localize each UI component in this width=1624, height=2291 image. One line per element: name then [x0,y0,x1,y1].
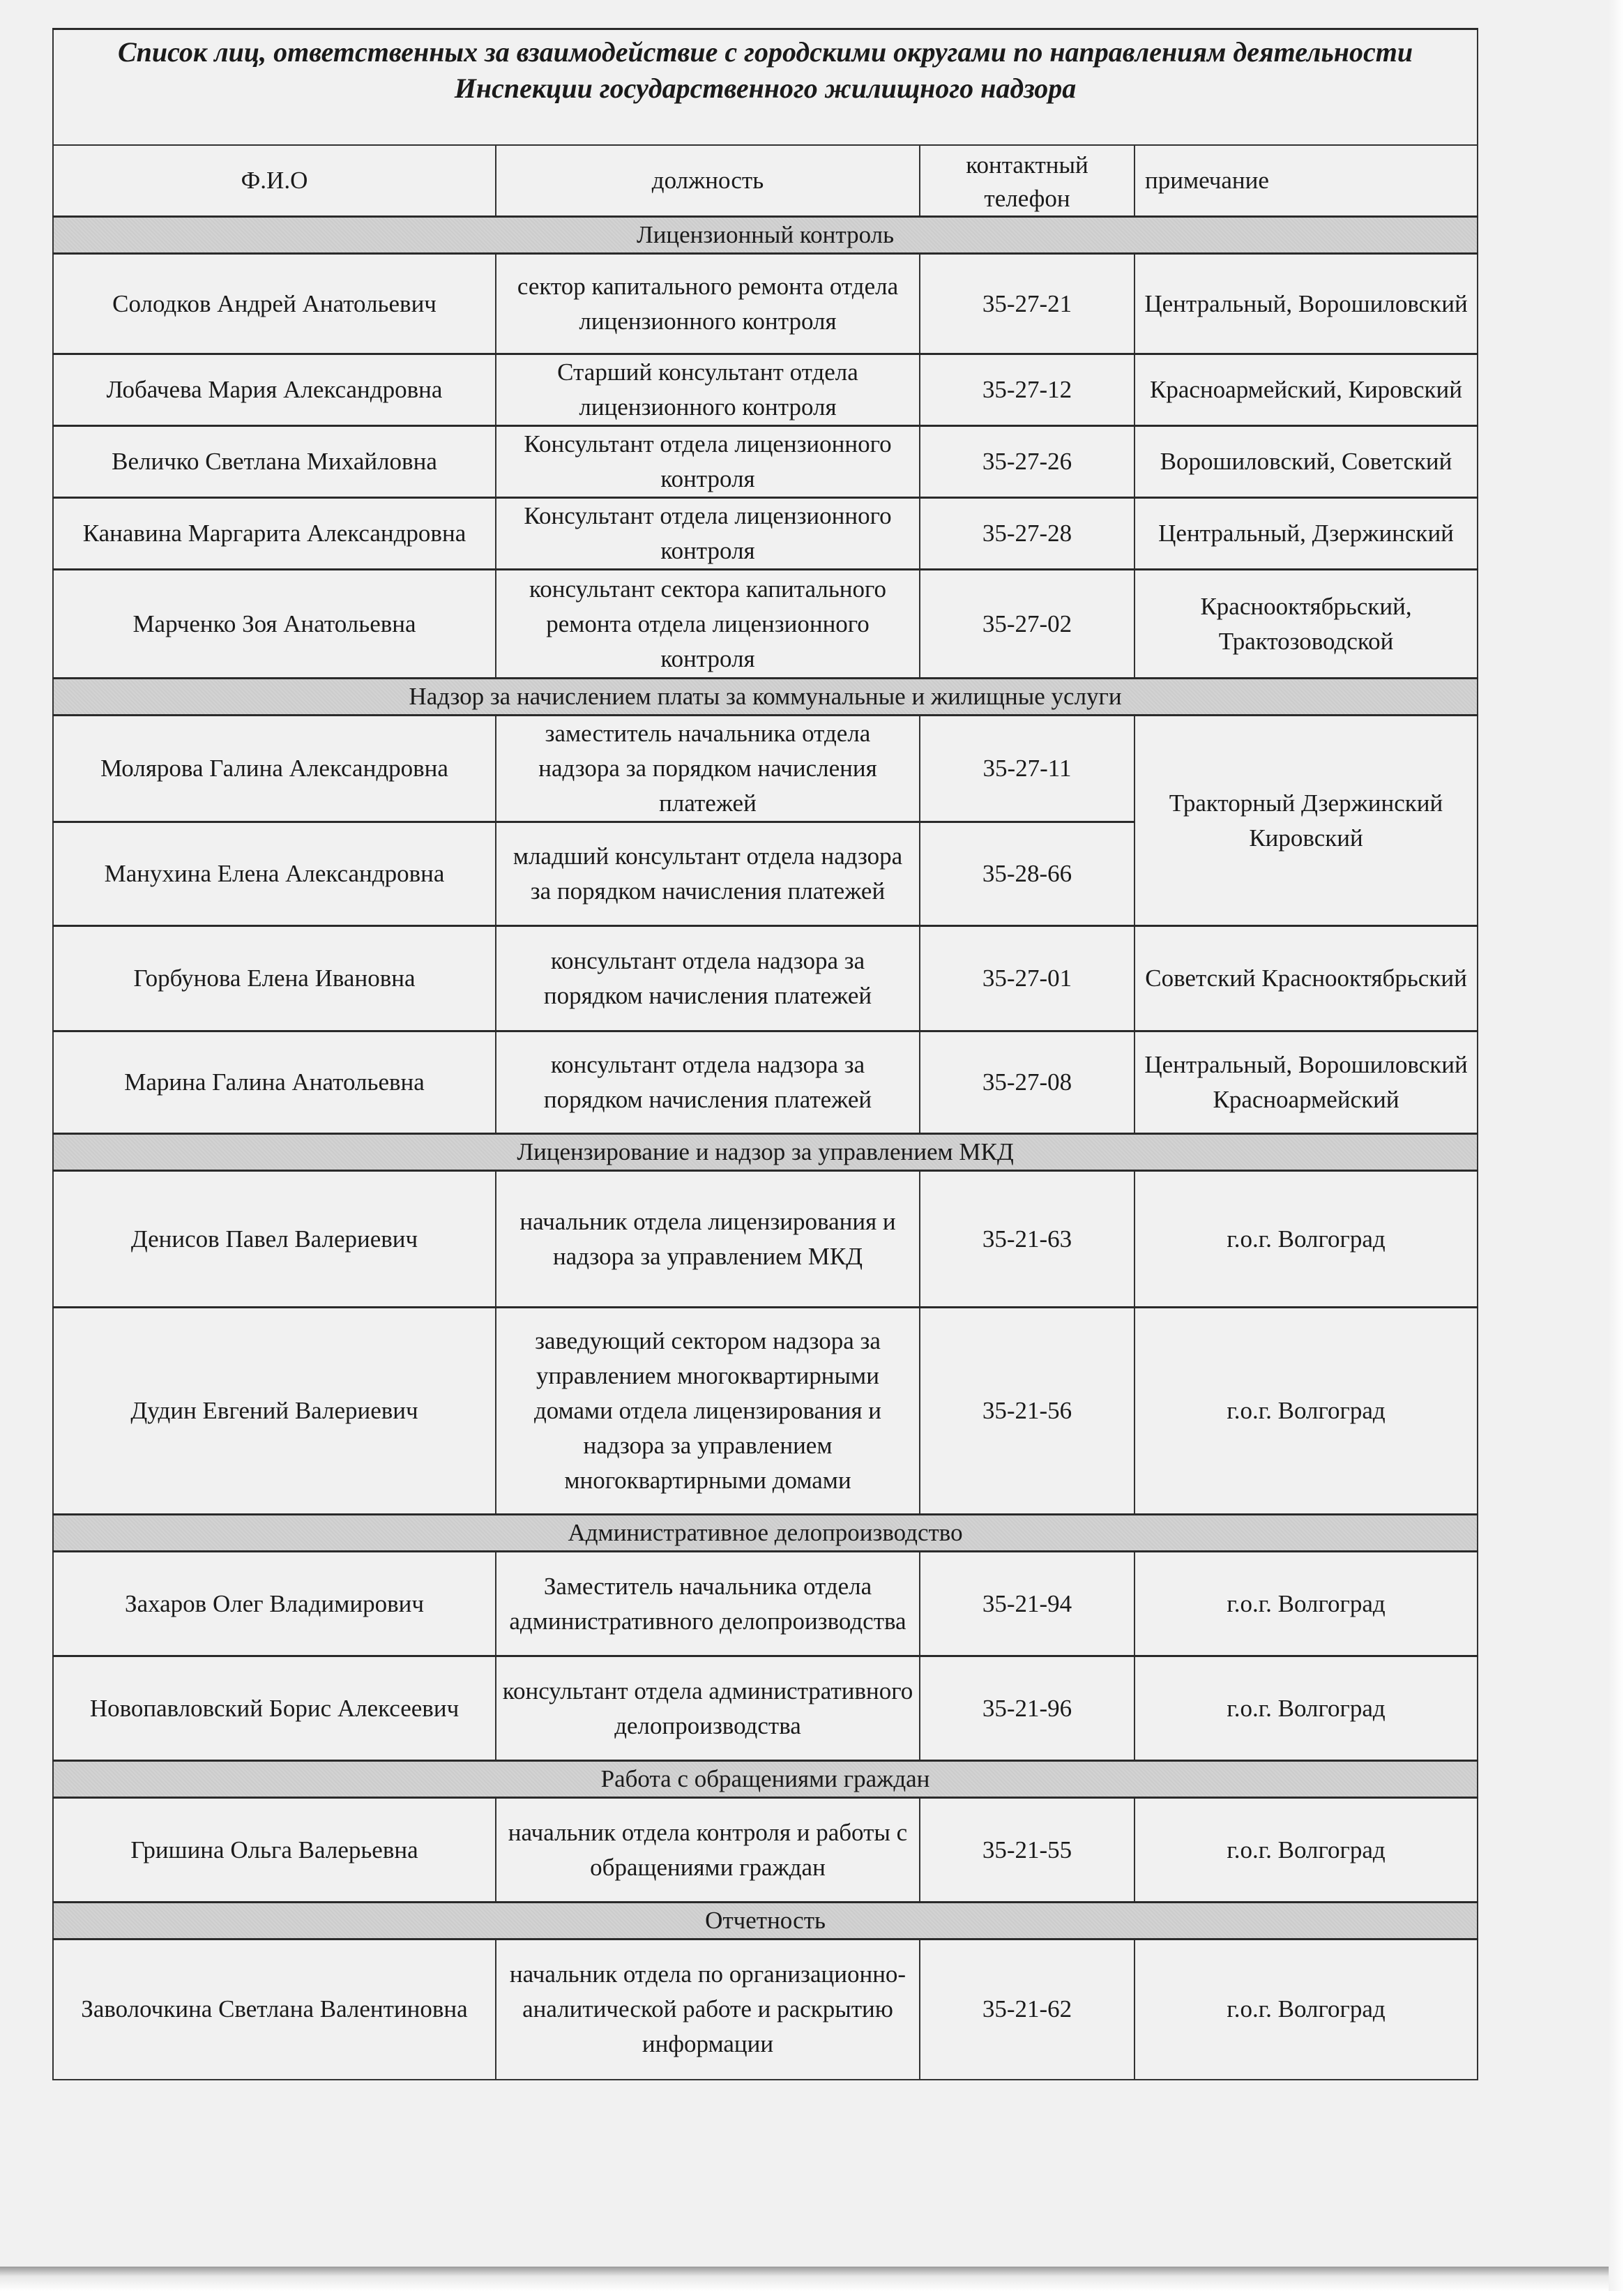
person-phone: 35-27-08 [920,1031,1134,1134]
person-phone: 35-21-62 [920,1940,1134,2080]
person-position: Консультант отдела лицензионного контроля [496,498,920,570]
person-position: консультант отдела надзора за порядком начисления платежей [496,926,920,1031]
person-name: Гришина Ольга Валерьевна [53,1798,496,1903]
section-row [53,1515,1478,1552]
person-phone: 35-27-21 [920,254,1134,354]
person-note: г.о.г. Волгоград [1134,1308,1478,1515]
person-name: Заволочкина Светлана Валентиновна [53,1940,496,2080]
table-row [53,498,1478,570]
person-name: Молярова Галина Александровна [53,716,496,822]
person-note: Советский Краснооктябрьский [1134,926,1478,1031]
person-note: г.о.г. Волгоград [1134,1940,1478,2080]
table-row [53,1798,1478,1903]
person-name: Захаров Олег Владимирович [53,1552,496,1656]
person-phone: 35-21-56 [920,1308,1134,1515]
person-name: Марина Галина Анатольевна [53,1031,496,1134]
table-row [53,716,1478,822]
person-position: начальник отдела по организационно-аналитической работе и раскрытию информации [496,1940,920,2080]
column-header-phone: контактный телефон [920,145,1134,217]
column-header-fio: Ф.И.О [53,145,496,217]
page-bottom-edge [0,2267,1624,2291]
person-position: Консультант отдела лицензионного контроля [496,426,920,498]
table-row [53,1308,1478,1515]
person-name: Денисов Павел Валериевич [53,1171,496,1308]
person-name: Марченко Зоя Анатольевна [53,570,496,679]
person-position: заведующий сектором надзора за управлением многоквартирными домами отдела лицензирования и надзора за управлением многоквартирными домами [496,1308,920,1515]
person-name: Манухина Елена Александровна [53,822,496,926]
person-phone: 35-27-11 [920,716,1134,822]
table-row [53,1031,1478,1134]
person-note: Тракторный Дзержинский Кировский [1134,716,1478,926]
person-name: Горбунова Елена Ивановна [53,926,496,1031]
person-phone: 35-21-94 [920,1552,1134,1656]
person-position: сектор капитального ремонта отдела лицензионного контроля [496,254,920,354]
person-note: Центральный, Дзержинский [1134,498,1478,570]
person-phone: 35-21-55 [920,1798,1134,1903]
table-row [53,1552,1478,1656]
header-row [53,145,1478,217]
table-row [53,354,1478,426]
person-note: Красноармейский, Кировский [1134,354,1478,426]
person-position: начальник отдела лицензирования и надзора за управлением МКД [496,1171,920,1308]
responsible-persons-table [52,28,1478,2080]
person-phone: 35-28-66 [920,822,1134,926]
section-row [53,1903,1478,1940]
person-note: г.о.г. Волгоград [1134,1656,1478,1761]
section-row [53,679,1478,716]
person-name: Новопавловский Борис Алексеевич [53,1656,496,1761]
section-title: Надзор за начислением платы за коммунальные и жилищные услуги [53,679,1478,716]
section-title: Административное делопроизводство [53,1515,1478,1552]
table-row [53,1656,1478,1761]
person-note: Краснооктябрьский, Трактозоводской [1134,570,1478,679]
person-name: Канавина Маргарита Александровна [53,498,496,570]
person-phone: 35-27-26 [920,426,1134,498]
person-phone: 35-27-28 [920,498,1134,570]
table-row [53,926,1478,1031]
person-note: Центральный, Ворошиловский [1134,254,1478,354]
person-phone: 35-27-02 [920,570,1134,679]
title-row [53,29,1478,146]
person-note: г.о.г. Волгоград [1134,1171,1478,1308]
section-row [53,217,1478,254]
person-position: младший консультант отдела надзора за порядком начисления платежей [496,822,920,926]
section-title: Лицензирование и надзор за управлением МКД [53,1134,1478,1171]
person-name: Дудин Евгений Валериевич [53,1308,496,1515]
column-header-position: должность [496,145,920,217]
section-title: Работа с обращениями граждан [53,1761,1478,1798]
person-position: консультант отдела административного делопроизводства [496,1656,920,1761]
person-name: Солодков Андрей Анатольевич [53,254,496,354]
person-phone: 35-27-12 [920,354,1134,426]
person-position: заместитель начальника отдела надзора за порядком начисления платежей [496,716,920,822]
person-position: Старший консультант отдела лицензионного контроля [496,354,920,426]
section-title: Лицензионный контроль [53,217,1478,254]
table-row [53,570,1478,679]
table-row [53,426,1478,498]
person-position: начальник отдела контроля и работы с обращениями граждан [496,1798,920,1903]
table-row [53,254,1478,354]
person-position: консультант отдела надзора за порядком начисления платежей [496,1031,920,1134]
person-position: Заместитель начальника отдела административного делопроизводства [496,1552,920,1656]
person-note: Центральный, Ворошиловский Красноармейский [1134,1031,1478,1134]
person-phone: 35-21-96 [920,1656,1134,1761]
section-title: Отчетность [53,1903,1478,1940]
table-row [53,1171,1478,1308]
page-right-edge [1609,0,1624,2291]
table-row [53,1940,1478,2080]
person-note: Ворошиловский, Советский [1134,426,1478,498]
person-name: Лобачева Мария Александровна [53,354,496,426]
section-row [53,1761,1478,1798]
person-note: г.о.г. Волгоград [1134,1798,1478,1903]
person-note: г.о.г. Волгоград [1134,1552,1478,1656]
column-header-note: примечание [1134,145,1478,217]
person-phone: 35-21-63 [920,1171,1134,1308]
document-title: Список лиц, ответственных за взаимодействие с городскими округами по направлениям деятельности Инспекции государственного жилищного надзора [53,29,1478,146]
section-row [53,1134,1478,1171]
person-name: Величко Светлана Михайловна [53,426,496,498]
person-position: консультант сектора капитального ремонта отдела лицензионного контроля [496,570,920,679]
person-phone: 35-27-01 [920,926,1134,1031]
